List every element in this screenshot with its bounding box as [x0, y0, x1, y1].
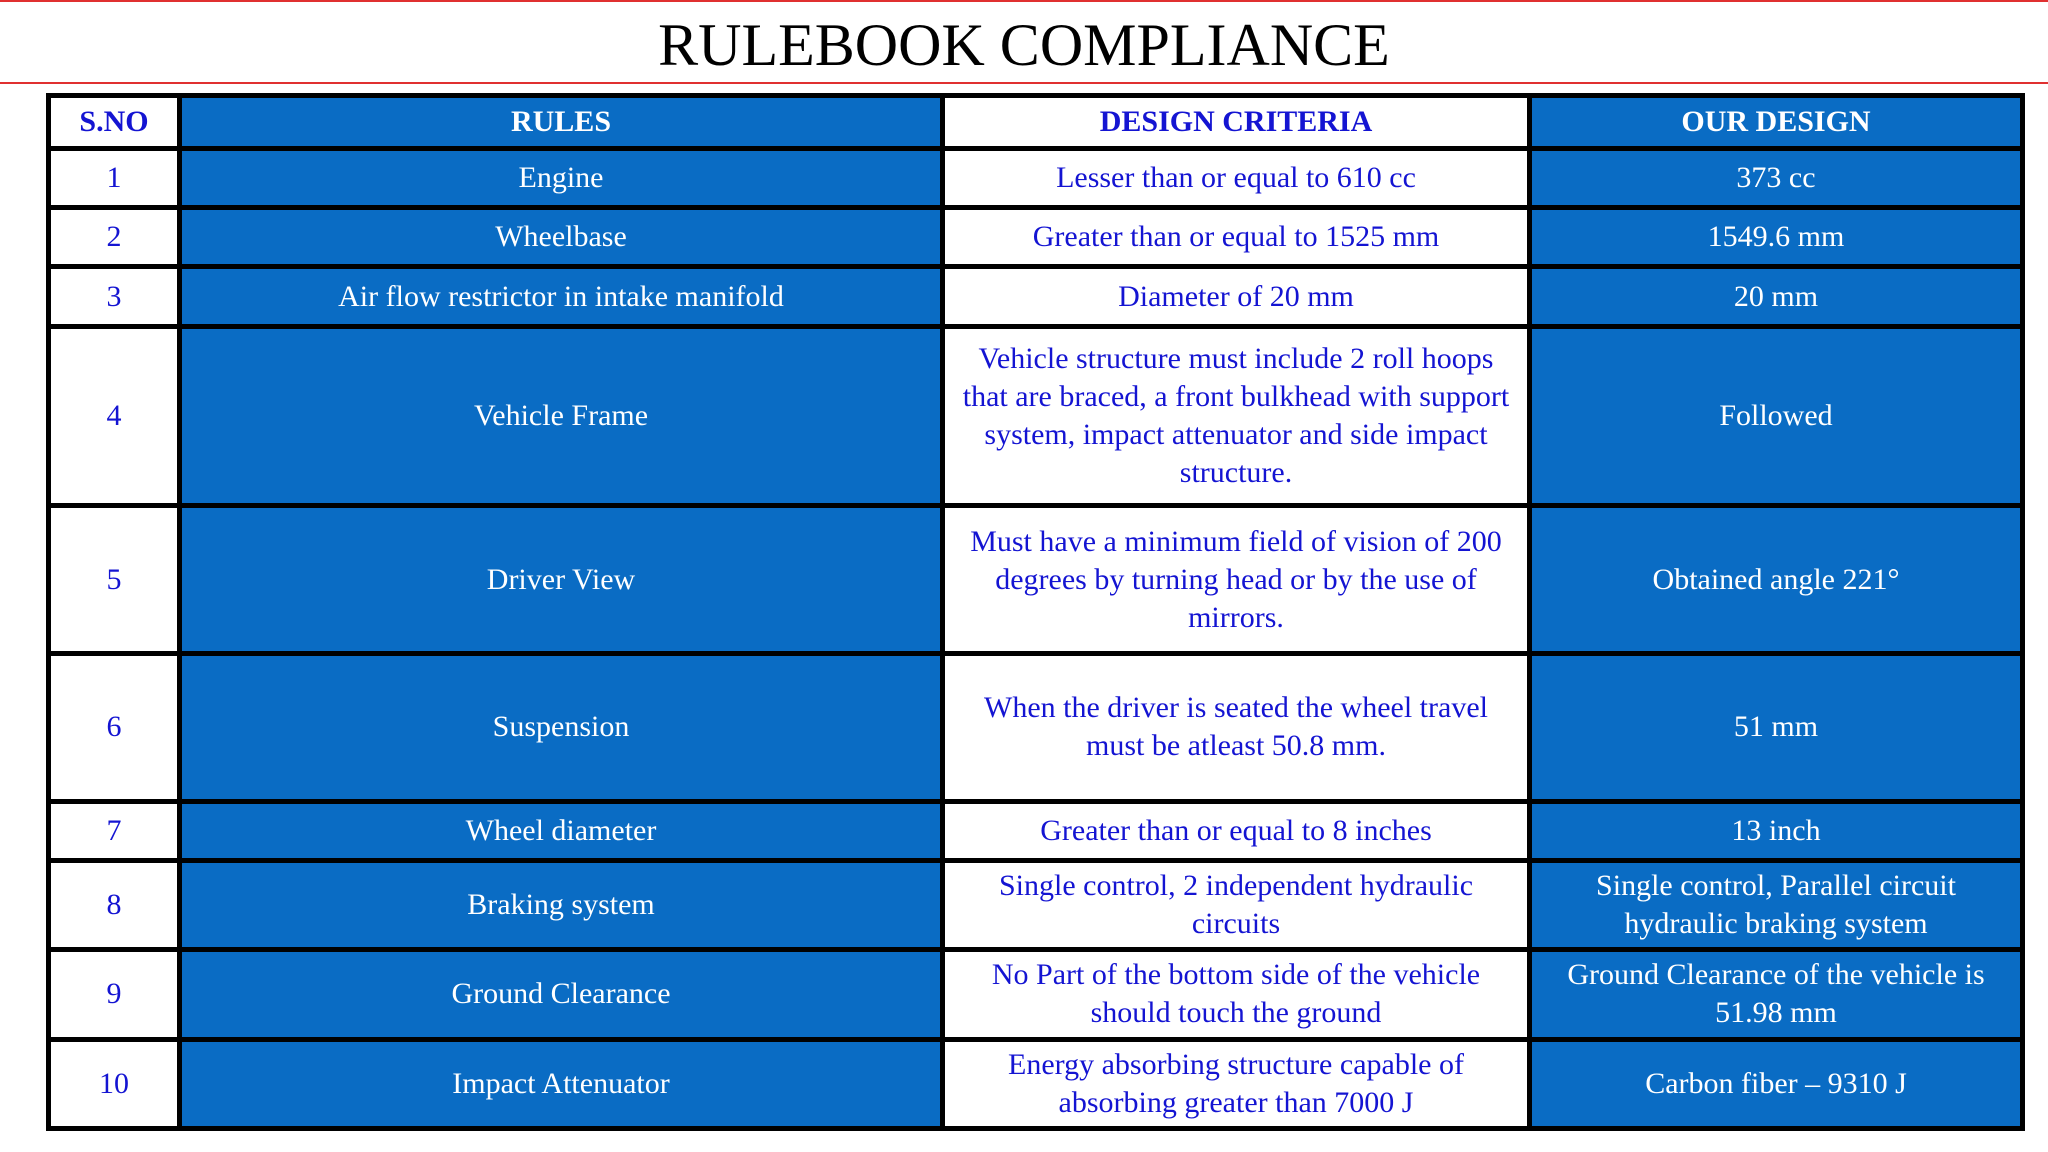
cell-criteria: Lesser than or equal to 610 cc [945, 151, 1527, 205]
table-header-row [51, 98, 2020, 146]
header-design-criteria: DESIGN CRITERIA [945, 98, 1527, 146]
cell-sno: 7 [51, 804, 177, 858]
cell-rule: Impact Attenuator [182, 1042, 940, 1126]
cell-rule: Wheelbase [182, 210, 940, 264]
table-row [51, 151, 2020, 205]
cell-criteria: No Part of the bottom side of the vehicle should touch the ground [945, 952, 1527, 1036]
cell-our-design: 13 inch [1532, 804, 2020, 858]
cell-criteria: Vehicle structure must include 2 roll hoops that are braced, a front bulkhead with support system, impact attenuator and side impact structure. [945, 329, 1527, 504]
cell-criteria: Greater than or equal to 1525 mm [945, 210, 1527, 264]
cell-criteria: When the driver is seated the wheel travel must be atleast 50.8 mm. [945, 656, 1527, 799]
cell-rule: Suspension [182, 656, 940, 799]
cell-sno: 6 [51, 656, 177, 799]
cell-rule: Wheel diameter [182, 804, 940, 858]
cell-rule: Braking system [182, 863, 940, 947]
cell-rule: Driver View [182, 508, 940, 651]
cell-criteria: Must have a minimum field of vision of 200 degrees by turning head or by the use of mirrors. [945, 508, 1527, 651]
cell-sno: 9 [51, 952, 177, 1036]
table-row [51, 804, 2020, 858]
table-row [51, 952, 2020, 1036]
cell-our-design: Ground Clearance of the vehicle is 51.98 mm [1532, 952, 2020, 1036]
table-row [51, 508, 2020, 651]
cell-our-design: 20 mm [1532, 269, 2020, 323]
top-divider-line [0, 0, 2048, 2]
compliance-table-container [46, 93, 2020, 1131]
cell-sno: 2 [51, 210, 177, 264]
cell-criteria: Greater than or equal to 8 inches [945, 804, 1527, 858]
cell-rule: Air flow restrictor in intake manifold [182, 269, 940, 323]
cell-our-design: Single control, Parallel circuit hydraulic braking system [1532, 863, 2020, 947]
table-row [51, 863, 2020, 947]
cell-rule: Vehicle Frame [182, 329, 940, 504]
cell-rule: Ground Clearance [182, 952, 940, 1036]
header-our-design: OUR DESIGN [1532, 98, 2020, 146]
title-underline [0, 82, 2048, 84]
cell-sno: 8 [51, 863, 177, 947]
header-sno: S.NO [51, 98, 177, 146]
cell-criteria: Single control, 2 independent hydraulic circuits [945, 863, 1527, 947]
cell-criteria: Diameter of 20 mm [945, 269, 1527, 323]
cell-sno: 4 [51, 329, 177, 504]
cell-rule: Engine [182, 151, 940, 205]
cell-sno: 10 [51, 1042, 177, 1126]
table-row [51, 656, 2020, 799]
cell-our-design: Followed [1532, 329, 2020, 504]
cell-criteria: Energy absorbing structure capable of absorbing greater than 7000 J [945, 1042, 1527, 1126]
cell-our-design: Carbon fiber – 9310 J [1532, 1042, 2020, 1126]
table-row [51, 210, 2020, 264]
table-row [51, 1042, 2020, 1126]
cell-our-design: 373 cc [1532, 151, 2020, 205]
compliance-table [46, 93, 2025, 1131]
page-title: RULEBOOK COMPLIANCE [658, 12, 1390, 78]
cell-our-design: 51 mm [1532, 656, 2020, 799]
cell-sno: 3 [51, 269, 177, 323]
cell-sno: 5 [51, 508, 177, 651]
table-row [51, 269, 2020, 323]
cell-our-design: 1549.6 mm [1532, 210, 2020, 264]
table-row [51, 329, 2020, 504]
header-rules: RULES [182, 98, 940, 146]
cell-sno: 1 [51, 151, 177, 205]
cell-our-design: Obtained angle 221° [1532, 508, 2020, 651]
